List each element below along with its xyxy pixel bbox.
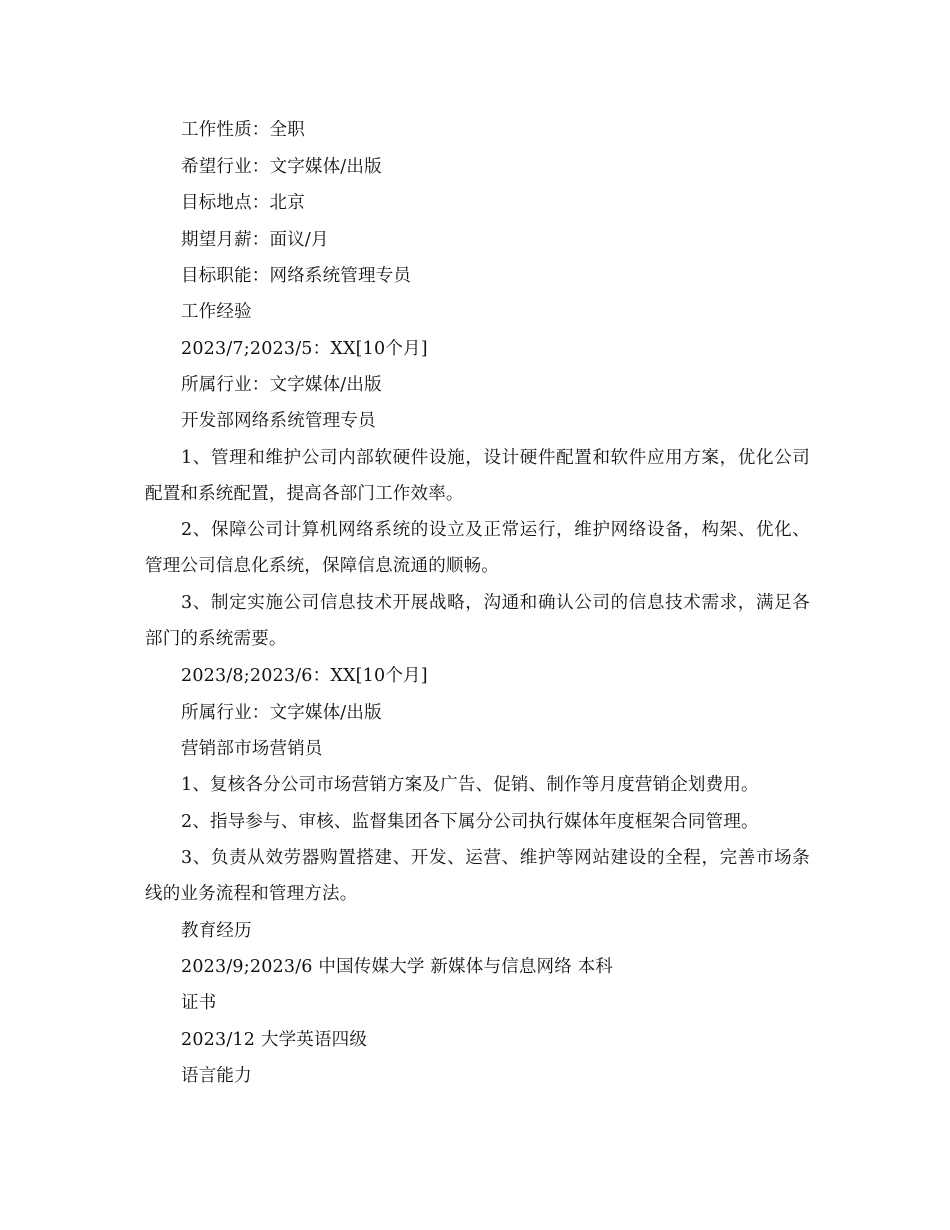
job-2-duty-1: 1、复核各分公司市场营销方案及广告、促销、制作等月度营销企划费用。 [181, 775, 759, 795]
work-experience-heading: 工作经验 [181, 302, 252, 322]
job-1-period: 2023/7;2023/5：XX[10个月] [181, 339, 428, 359]
target-location: 目标地点：北京 [181, 193, 305, 213]
certificate-entry: 2023/12 大学英语四级 [181, 1030, 368, 1050]
target-position: 目标职能：网络系统管理专员 [181, 266, 412, 286]
job-1-industry: 所属行业：文字媒体/出版 [181, 375, 382, 395]
job-1-duty-1: 1、管理和维护公司内部软硬件设施，设计硬件配置和软件应用方案，优化公司配置和系统配置，提高各部门工作效率。 [145, 448, 810, 504]
job-2-duty-2: 2、指导参与、审核、监督集团各下属分公司执行媒体年度框架合同管理。 [181, 812, 759, 832]
work-nature: 工作性质：全职 [181, 120, 305, 140]
job-2-industry: 所属行业：文字媒体/出版 [181, 703, 382, 723]
job-2-title: 营销部市场营销员 [181, 739, 323, 759]
expected-salary: 期望月薪：面议/月 [181, 230, 329, 250]
certificates-heading: 证书 [181, 993, 217, 1013]
desired-industry: 希望行业：文字媒体/出版 [181, 157, 382, 177]
education-entry: 2023/9;2023/6 中国传媒大学 新媒体与信息网络 本科 [181, 957, 614, 977]
job-1-duty-2: 2、保障公司计算机网络系统的设立及正常运行，维护网络设备，构架、优化、管理公司信息化系统，保障信息流通的顺畅。 [145, 520, 810, 576]
job-1-title: 开发部网络系统管理专员 [181, 411, 376, 431]
job-2-duty-3: 3、负责从效劳器购置搭建、开发、运营、维护等网站建设的全程，完善市场条线的业务流程和管理方法。 [145, 848, 810, 904]
education-heading: 教育经历 [181, 921, 252, 941]
language-heading: 语言能力 [181, 1066, 252, 1086]
job-2-period: 2023/8;2023/6：XX[10个月] [181, 666, 428, 686]
job-1-duty-3: 3、制定实施公司信息技术开展战略，沟通和确认公司的信息技术需求，满足各部门的系统需要。 [145, 593, 810, 649]
